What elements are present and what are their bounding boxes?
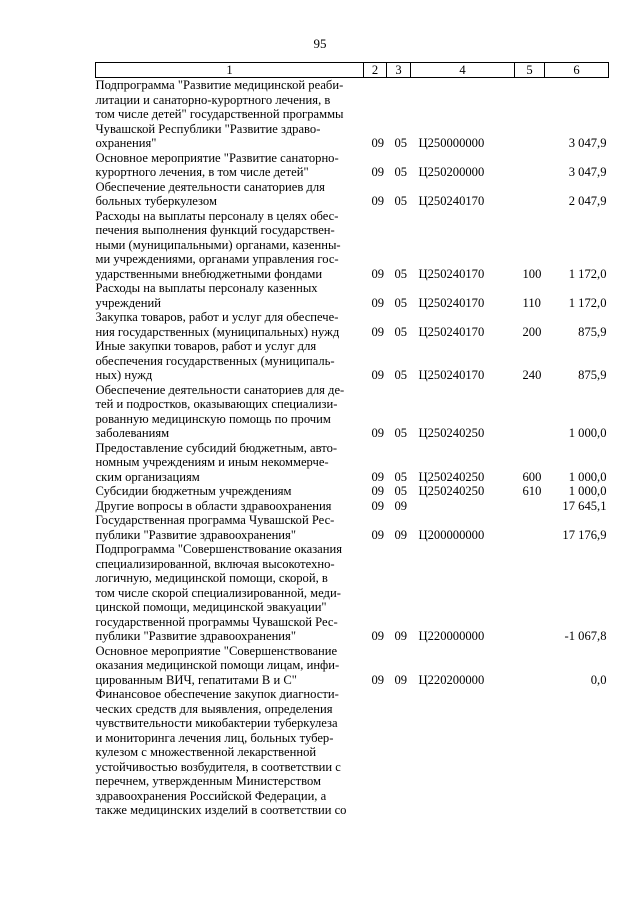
row-name-text: Другие вопросы в области здравоохранения — [95, 498, 332, 513]
row-subsection: 09 — [394, 498, 408, 513]
row-expense-type: 240 — [522, 368, 542, 382]
row-subsection: 05 — [394, 469, 408, 484]
row-amount: 17 645,1 — [562, 498, 607, 513]
row-target-article: Ц220000000 — [418, 629, 485, 643]
row-target-article: Ц200000000 — [418, 527, 485, 542]
table-row — [96, 151, 609, 180]
row-section: 09 — [371, 672, 385, 687]
row-target-article: Ц250240250 — [418, 484, 485, 498]
row-name-text: Расходы на выплаты персоналу казенных учреждений — [95, 281, 318, 310]
row-expense-type: 600 — [522, 469, 542, 484]
row-subsection: 05 — [394, 295, 408, 310]
table-row — [96, 542, 609, 644]
page-number: 95 — [313, 36, 327, 51]
row-section: 09 — [371, 426, 385, 440]
row-expense-type: 610 — [522, 484, 542, 498]
row-expense-type: 110 — [522, 295, 541, 310]
row-name — [96, 513, 364, 542]
header-section: 2 — [364, 63, 387, 78]
row-target-article — [411, 687, 515, 818]
row-amount: 1 000,0 — [568, 426, 607, 440]
row-target-article: Ц250240170 — [418, 266, 485, 281]
row-name — [96, 644, 364, 688]
row-subsection: 05 — [394, 165, 408, 179]
row-section: 09 — [371, 136, 385, 150]
table-row — [96, 78, 609, 151]
row-subsection: 05 — [394, 484, 408, 498]
row-section: 09 — [371, 629, 385, 643]
row-subsection: 05 — [394, 266, 408, 281]
table-row — [96, 484, 609, 499]
row-subsection — [387, 687, 411, 818]
table-row — [96, 339, 609, 383]
table-header — [96, 63, 609, 78]
row-name-text: Обеспечение деятельности санаториев для больных туберкулезом — [95, 179, 325, 208]
row-amount: 1 172,0 — [568, 266, 607, 281]
row-expense-type: 200 — [522, 324, 542, 339]
row-section: 09 — [371, 368, 385, 382]
row-subsection: 05 — [394, 368, 408, 382]
row-subsection: 09 — [394, 527, 408, 542]
row-section: 09 — [371, 194, 385, 208]
row-expense-type — [515, 151, 545, 180]
row-name — [96, 383, 364, 441]
row-amount: 1 000,0 — [568, 484, 607, 498]
row-name — [96, 484, 364, 499]
table-row — [96, 180, 609, 209]
row-subsection: 09 — [394, 629, 408, 643]
row-name — [96, 209, 364, 282]
row-amount: 1 172,0 — [568, 295, 607, 310]
row-target-article: Ц250240170 — [418, 324, 485, 339]
header-amount: 6 — [545, 63, 609, 78]
row-amount: 1 000,0 — [568, 469, 607, 484]
row-name-text: Обеспечение деятельности санаториев для де- тей и подростков, оказывающих специализи- рованную медицинскую помощь по прочим заболеваниям — [95, 382, 345, 440]
row-target-article: Ц250000000 — [418, 136, 485, 150]
budget-table — [95, 62, 609, 818]
row-amount: 3 047,9 — [568, 136, 607, 150]
table-row — [96, 644, 609, 688]
row-name-text: Закупка товаров, работ и услуг для обеспече- ния государственных (муниципальных) нужд — [95, 310, 340, 339]
row-amount: 2 047,9 — [568, 194, 607, 208]
table-body — [96, 78, 609, 818]
row-expense-type: 100 — [522, 266, 542, 281]
row-name-text: Подпрограмма "Совершенствование оказания специализированной, включая высокотехно- логичную, медицинской помощи, скорой, в том числе скорой специализированной, меди- цинской помощи, медицинской эвакуации" государственной программы Чувашской Рес- публики "Развитие здравоохранения" — [95, 542, 343, 643]
row-name-text: Субсидии бюджетным учреждениям — [95, 484, 292, 498]
row-subsection: 09 — [394, 672, 408, 687]
row-amount: 3 047,9 — [568, 165, 607, 179]
row-name — [96, 151, 364, 180]
row-expense-type — [515, 687, 545, 818]
row-amount: 17 176,9 — [562, 527, 607, 542]
row-target-article: Ц250200000 — [418, 165, 485, 179]
row-name-text: Основное мероприятие "Совершенствование оказания медицинской помощи лицам, инфи- цированным ВИЧ, гепатитами В и С" — [95, 643, 340, 687]
row-name — [96, 310, 364, 339]
row-name-text: Предоставление субсидий бюджетным, авто- номным учреждениям и иным некоммерче- ским организациям — [95, 440, 338, 484]
row-subsection: 05 — [394, 136, 408, 150]
header-expense-type: 5 — [515, 63, 545, 78]
row-section: 09 — [371, 469, 385, 484]
row-expense-type — [515, 383, 545, 441]
row-expense-type — [515, 542, 545, 644]
row-target-article: Ц250240170 — [418, 368, 485, 382]
table-row — [96, 310, 609, 339]
table-row — [96, 209, 609, 282]
row-target-article: Ц250240170 — [418, 295, 485, 310]
row-target-article: Ц250240170 — [418, 194, 485, 208]
row-name-text: Подпрограмма "Развитие медицинской реаби- литации и санаторно-курортного лечения, в том числе детей" государственной программы Чувашской Республики "Развитие здраво- охранения" — [95, 78, 344, 150]
row-section: 09 — [371, 295, 385, 310]
row-section: 09 — [371, 527, 385, 542]
row-section: 09 — [371, 165, 385, 179]
row-name — [96, 281, 364, 310]
row-subsection: 05 — [394, 194, 408, 208]
row-name-text: Расходы на выплаты персоналу в целях обес- печения выполнения функций государствен- ными (муниципальными) органами, казенны- ми учреждениями, органами управления гос- ударственными внебюджетными фондами — [95, 208, 341, 281]
row-expense-type — [515, 78, 545, 151]
table-row — [96, 383, 609, 441]
header-name: 1 — [96, 63, 364, 78]
row-section: 09 — [371, 498, 385, 513]
row-target-article — [411, 499, 515, 514]
row-name — [96, 542, 364, 644]
row-expense-type — [515, 499, 545, 514]
row-amount: 875,9 — [578, 368, 607, 382]
table-row — [96, 687, 609, 818]
row-amount: -1 067,8 — [564, 629, 607, 643]
row-name — [96, 499, 364, 514]
row-name — [96, 441, 364, 485]
row-amount: 875,9 — [578, 324, 607, 339]
row-section: 09 — [371, 324, 385, 339]
row-section: 09 — [371, 484, 385, 498]
row-target-article: Ц220200000 — [418, 672, 485, 687]
header-target-article: 4 — [411, 63, 515, 78]
row-amount — [545, 687, 609, 818]
row-name-text: Иные закупки товаров, работ и услуг для обеспечения государственных (муниципаль- ных) нужд — [95, 339, 335, 382]
row-subsection: 05 — [394, 426, 408, 440]
row-section: 09 — [371, 266, 385, 281]
row-name-text: Финансовое обеспечение закупок диагности- ческих средств для выявления, определения чувствительности микобактерии туберкулеза и мониторинга лечения лиц, больных тубер- кулезом с множественной лекарственной устойчивостью возбудителя, в соответствии с перечнем, утвержденным Министерством здравоохранения Российской Федерации, а также медицинских изделий в соответствии со — [95, 687, 347, 817]
row-expense-type — [515, 180, 545, 209]
table-row — [96, 281, 609, 310]
table-row — [96, 513, 609, 542]
row-name-text: Основное мероприятие "Развитие санаторно- курортного лечения, в том числе детей" — [95, 150, 339, 179]
table-row — [96, 441, 609, 485]
row-expense-type — [515, 513, 545, 542]
row-name — [96, 687, 364, 818]
table-row — [96, 499, 609, 514]
row-section — [364, 687, 387, 818]
row-target-article: Ц250240250 — [418, 426, 485, 440]
row-target-article: Ц250240250 — [418, 469, 485, 484]
row-name-text: Государственная программа Чувашской Рес- публики "Развитие здравоохранения" — [95, 513, 335, 542]
row-name — [96, 339, 364, 383]
row-subsection: 05 — [394, 324, 408, 339]
header-subsection: 3 — [387, 63, 411, 78]
row-amount: 0,0 — [590, 672, 607, 687]
row-name — [96, 180, 364, 209]
row-name — [96, 78, 364, 151]
row-expense-type — [515, 644, 545, 688]
